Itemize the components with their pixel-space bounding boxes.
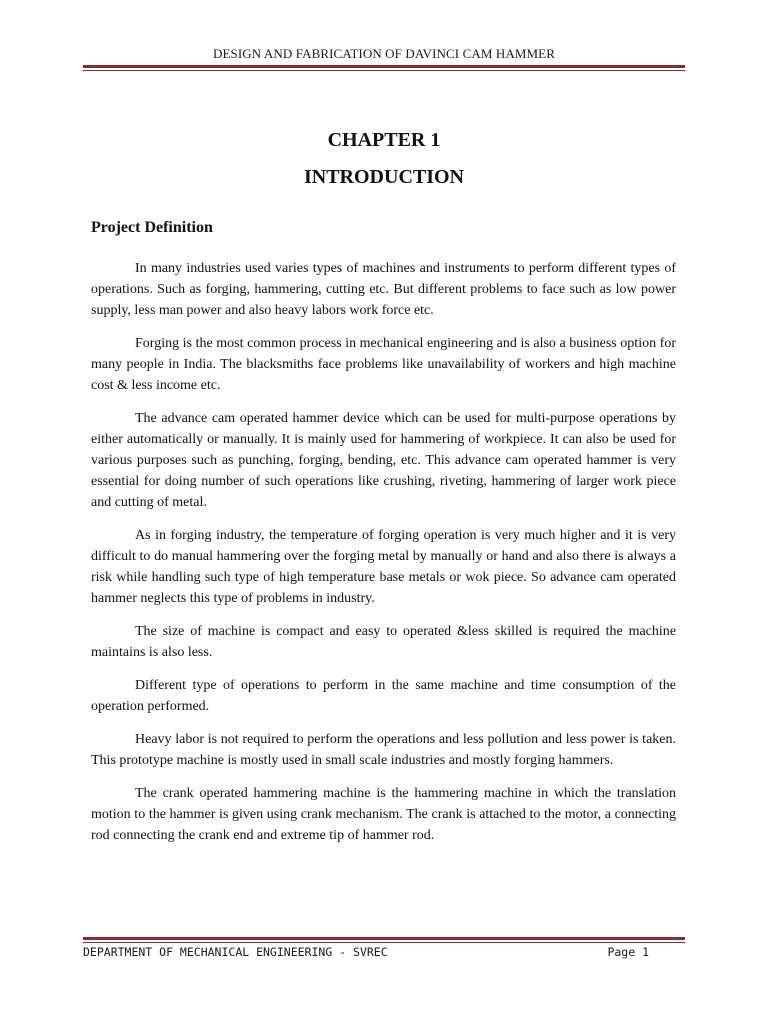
footer-rule-thin <box>83 942 685 943</box>
section-heading: Project Definition <box>91 219 213 236</box>
header-rule-thin <box>83 70 685 71</box>
footer-rule-thick <box>83 937 685 940</box>
page-number: Page 1 <box>607 945 649 959</box>
paragraph-7: Heavy labor is not required to perform the operations and less pollution and less power is taken. This prototype machine is mostly used in small scale industries and mostly forging hammers. <box>91 732 676 768</box>
body-text <box>91 258 676 858</box>
paragraph-2: Forging is the most common process in mechanical engineering and is also a business option for many people in India. The blacksmiths face problems like unavailability of workers and high machine cost & less income etc. <box>91 336 676 393</box>
running-header: DESIGN AND FABRICATION OF DAVINCI CAM HAMMER <box>213 46 555 61</box>
footer-department: DEPARTMENT OF MECHANICAL ENGINEERING - SVREC <box>83 945 388 959</box>
header-rule-thick <box>83 65 685 68</box>
paragraph-5: The size of machine is compact and easy to operated &less skilled is required the machine maintains is also less. <box>91 624 676 660</box>
paragraph-1: In many industries used varies types of machines and instruments to perform different types of operations. Such as forging, hammering, cutting etc. But different problems to face such as low power supply, less man power and also heavy labors work force etc. <box>91 261 676 318</box>
paragraph-8: The crank operated hammering machine is the hammering machine in which the translation motion to the hammer is given using crank mechanism. The crank is attached to the motor, a connecting rod connecting the crank end and extreme tip of hammer rod. <box>91 786 676 843</box>
chapter-number: CHAPTER 1 <box>327 129 441 151</box>
chapter-title: INTRODUCTION <box>303 166 465 188</box>
paragraph-6: Different type of operations to perform in the same machine and time consumption of the operation performed. <box>91 678 676 714</box>
paragraph-4: As in forging industry, the temperature of forging operation is very much higher and it is very difficult to do manual hammering over the forging metal by manually or hand and also there is always a risk while handling such type of high temperature base metals or wok piece. So advance cam operated hammer neglects this type of problems in industry. <box>91 528 676 606</box>
paragraph-3: The advance cam operated hammer device which can be used for multi-purpose operations by either automatically or manually. It is mainly used for hammering of workpiece. It can also be used for various purposes such as punching, forging, bending, etc. This advance cam operated hammer is very essential for doing number of such operations like crushing, riveting, hammering of larger work piece and cutting of metal. <box>91 411 676 510</box>
